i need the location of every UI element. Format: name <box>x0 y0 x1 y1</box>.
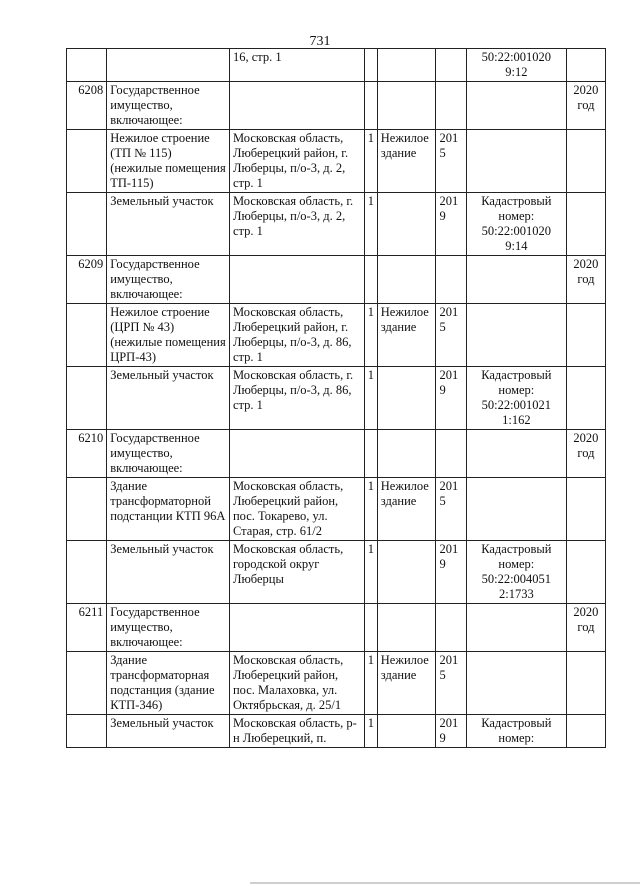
item-type <box>377 193 436 256</box>
cell-number <box>67 715 107 748</box>
cell-number <box>67 367 107 430</box>
cell-action-year <box>566 367 605 430</box>
item-name: Земельный участок <box>107 715 230 748</box>
item-cadastral <box>466 130 566 193</box>
cell-address <box>229 604 364 652</box>
item-quantity: 1 <box>364 652 377 715</box>
cell-year <box>436 49 466 82</box>
item-year: 2015 <box>436 304 466 367</box>
item-year: 2019 <box>436 193 466 256</box>
cell-year <box>436 604 466 652</box>
cell-type <box>377 604 436 652</box>
cell-number <box>67 130 107 193</box>
cell-type <box>377 430 436 478</box>
cell-cadastral <box>466 604 566 652</box>
item-row <box>67 541 606 604</box>
item-quantity: 1 <box>364 304 377 367</box>
item-address: Московская область, г. Люберцы, п/о-3, д. 2, стр. 1 <box>229 193 364 256</box>
item-row <box>67 130 606 193</box>
item-address: Московская область, Люберецкий район, г. Люберцы, п/о-3, д. 86, стр. 1 <box>229 304 364 367</box>
item-type: Нежилое здание <box>377 304 436 367</box>
item-year: 2019 <box>436 541 466 604</box>
cell-type <box>377 256 436 304</box>
entry-row <box>67 256 606 304</box>
item-address: Московская область, р-н Люберецкий, п. <box>229 715 364 748</box>
cell-address <box>229 430 364 478</box>
item-row <box>67 652 606 715</box>
item-address: Московская область, г. Люберцы, п/о-3, д. 86, стр. 1 <box>229 367 364 430</box>
cell-name <box>107 49 230 82</box>
cell-type <box>377 82 436 130</box>
item-address: Московская область, Люберецкий район, пос. Токарево, ул. Старая, стр. 61/2 <box>229 478 364 541</box>
cell-number <box>67 193 107 256</box>
cell-address: 16, стр. 1 <box>229 49 364 82</box>
item-type: Нежилое здание <box>377 478 436 541</box>
cell-cadastral: 50:22:001020 9:12 <box>466 49 566 82</box>
cell-number <box>67 49 107 82</box>
entry-inclusion-year: 2020 год <box>566 256 605 304</box>
continuation-row <box>67 49 606 82</box>
entry-title: Государственное имущество, включающее: <box>107 604 230 652</box>
item-quantity: 1 <box>364 193 377 256</box>
entry-title: Государственное имущество, включающее: <box>107 256 230 304</box>
cell-action-year <box>566 541 605 604</box>
item-type: Нежилое здание <box>377 652 436 715</box>
entry-title: Государственное имущество, включающее: <box>107 430 230 478</box>
item-type <box>377 715 436 748</box>
item-quantity: 1 <box>364 541 377 604</box>
item-year: 2015 <box>436 478 466 541</box>
cell-quantity <box>364 49 377 82</box>
registry-body <box>67 49 606 748</box>
item-cadastral <box>466 652 566 715</box>
item-type <box>377 367 436 430</box>
cell-year <box>436 256 466 304</box>
cell-action-year <box>566 478 605 541</box>
item-cadastral: Кадастровый номер: 50:22:001021 1:162 <box>466 367 566 430</box>
entry-number: 6211 <box>67 604 107 652</box>
entry-number: 6209 <box>67 256 107 304</box>
cell-action-year <box>566 715 605 748</box>
item-year: 2019 <box>436 715 466 748</box>
cell-action-year <box>566 49 605 82</box>
cell-number <box>67 652 107 715</box>
cell-action-year <box>566 652 605 715</box>
page-number: 731 <box>309 34 331 49</box>
cell-quantity <box>364 430 377 478</box>
cell-type <box>377 49 436 82</box>
item-row <box>67 715 606 748</box>
cell-action-year <box>566 304 605 367</box>
item-cadastral <box>466 478 566 541</box>
item-name: Здание трансформаторная подстанция (здание КТП-346) <box>107 652 230 715</box>
item-address: Московская область, городской округ Люберцы <box>229 541 364 604</box>
entry-row <box>67 82 606 130</box>
cell-cadastral <box>466 82 566 130</box>
item-name: Земельный участок <box>107 193 230 256</box>
item-row <box>67 367 606 430</box>
cell-quantity <box>364 256 377 304</box>
item-name: Нежилое строение (ТП № 115) (нежилые помещения ТП-115) <box>107 130 230 193</box>
entry-inclusion-year: 2020 год <box>566 82 605 130</box>
cell-number <box>67 304 107 367</box>
entry-number: 6210 <box>67 430 107 478</box>
cell-quantity <box>364 604 377 652</box>
cell-number <box>67 541 107 604</box>
item-name: Земельный участок <box>107 541 230 604</box>
item-year: 2019 <box>436 367 466 430</box>
cell-action-year <box>566 193 605 256</box>
item-quantity: 1 <box>364 478 377 541</box>
scan-edge-line <box>250 882 640 884</box>
item-address: Московская область, Люберецкий район, г. Люберцы, п/о-3, д. 2, стр. 1 <box>229 130 364 193</box>
cell-number <box>67 478 107 541</box>
item-name: Нежилое строение (ЦРП № 43) (нежилые помещения ЦРП-43) <box>107 304 230 367</box>
item-quantity: 1 <box>364 130 377 193</box>
entry-inclusion-year: 2020 год <box>566 604 605 652</box>
item-row <box>67 478 606 541</box>
item-quantity: 1 <box>364 367 377 430</box>
cell-year <box>436 430 466 478</box>
item-type: Нежилое здание <box>377 130 436 193</box>
property-registry-table <box>66 48 606 748</box>
item-type <box>377 541 436 604</box>
entry-row <box>67 430 606 478</box>
item-row <box>67 304 606 367</box>
entry-title: Государственное имущество, включающее: <box>107 82 230 130</box>
item-address: Московская область, Люберецкий район, пос. Малаховка, ул. Октябрьская, д. 25/1 <box>229 652 364 715</box>
entry-number: 6208 <box>67 82 107 130</box>
item-cadastral: Кадастровый номер: <box>466 715 566 748</box>
cell-action-year <box>566 130 605 193</box>
item-cadastral: Кадастровый номер: 50:22:001020 9:14 <box>466 193 566 256</box>
cell-cadastral <box>466 430 566 478</box>
cell-address <box>229 256 364 304</box>
item-cadastral <box>466 304 566 367</box>
cell-cadastral <box>466 256 566 304</box>
item-year: 2015 <box>436 130 466 193</box>
entry-inclusion-year: 2020 год <box>566 430 605 478</box>
entry-row <box>67 604 606 652</box>
cell-year <box>436 82 466 130</box>
item-row <box>67 193 606 256</box>
item-name: Здание трансформаторной подстанции КТП 96А <box>107 478 230 541</box>
item-quantity: 1 <box>364 715 377 748</box>
item-name: Земельный участок <box>107 367 230 430</box>
item-year: 2015 <box>436 652 466 715</box>
cell-address <box>229 82 364 130</box>
cell-quantity <box>364 82 377 130</box>
item-cadastral: Кадастровый номер: 50:22:004051 2:1733 <box>466 541 566 604</box>
